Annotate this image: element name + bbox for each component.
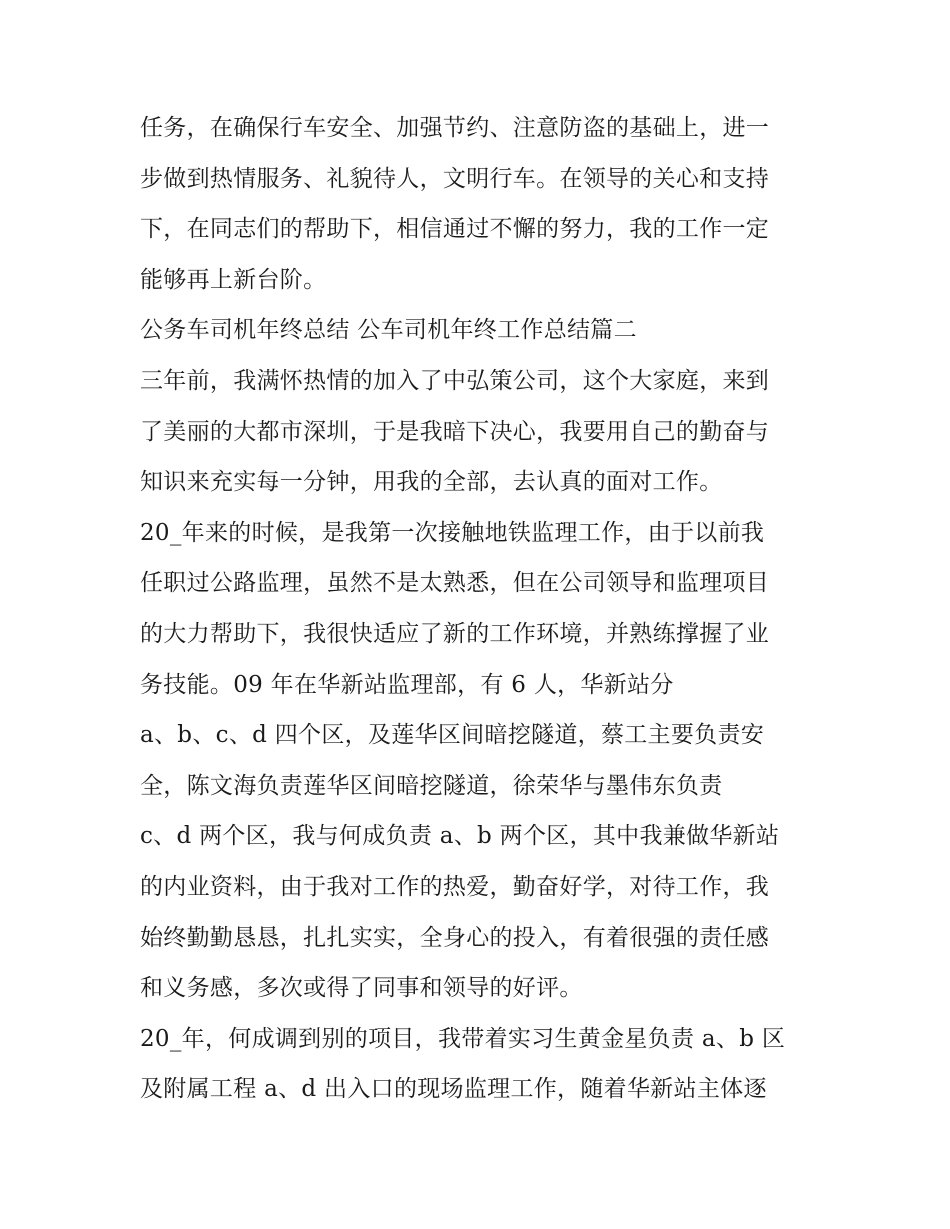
text-line: 的内业资料，由于我对工作的热爱，勤奋好学，对待工作，我 xyxy=(140,873,770,900)
text-line: 了美丽的大都市深圳，于是我暗下决心，我要用自己的勤奋与 xyxy=(140,418,770,445)
text-line: c、d 两个区，我与何成负责 a、b 两个区，其中我兼做华新站 xyxy=(140,823,780,850)
text-line: 下，在同志们的帮助下，相信通过不懈的努力，我的工作一定 xyxy=(140,216,770,243)
text-line: a、b、c、d 四个区，及莲华区间暗挖隧道，蔡工主要负责安 xyxy=(140,722,765,749)
text-line: 的大力帮助下，我很快适应了新的工作环境，并熟练撑握了业 xyxy=(140,620,770,647)
text-line: 能够再上新台阶。 xyxy=(140,266,327,293)
text-line: 务技能。09 年在华新站监理部，有 6 人，华新站分 xyxy=(140,671,674,698)
text-line: 知识来充实每一分钟，用我的全部，去认真的面对工作。 xyxy=(140,469,723,496)
text-line: 及附属工程 a、d 出入口的现场监理工作，随着华新站主体逐 xyxy=(140,1076,767,1103)
body-text xyxy=(140,103,840,1115)
text-line: 20_年来的时候，是我第一次接触地铁监理工作，由于以前我 xyxy=(140,519,765,546)
text-line: 三年前，我满怀热情的加入了中弘策公司，这个大家庭，来到 xyxy=(140,367,770,394)
text-line: 始终勤勤恳恳，扎扎实实，全身心的投入，有着很强的责任感 xyxy=(140,924,770,951)
text-line: 全，陈文海负责莲华区间暗挖隧道，徐荣华与墨伟东负责 xyxy=(140,772,723,799)
text-line: 任务，在确保行车安全、加强节约、注意防盗的基础上，进一 xyxy=(140,115,770,141)
text-line: 和义务感，多次或得了同事和领导的好评。 xyxy=(140,975,583,1002)
text-line: 任职过公路监理，虽然不是太熟悉，但在公司领导和监理项目 xyxy=(140,570,770,597)
text-line: 20_年，何成调到别的项目，我带着实习生黄金星负责 a、b 区 xyxy=(140,1025,786,1052)
text-line: 步做到热情服务、礼貌待人，文明行车。在领导的关心和支持 xyxy=(140,165,770,192)
section-heading: 公务车司机年终总结 公车司机年终工作总结篇二 xyxy=(140,317,637,344)
